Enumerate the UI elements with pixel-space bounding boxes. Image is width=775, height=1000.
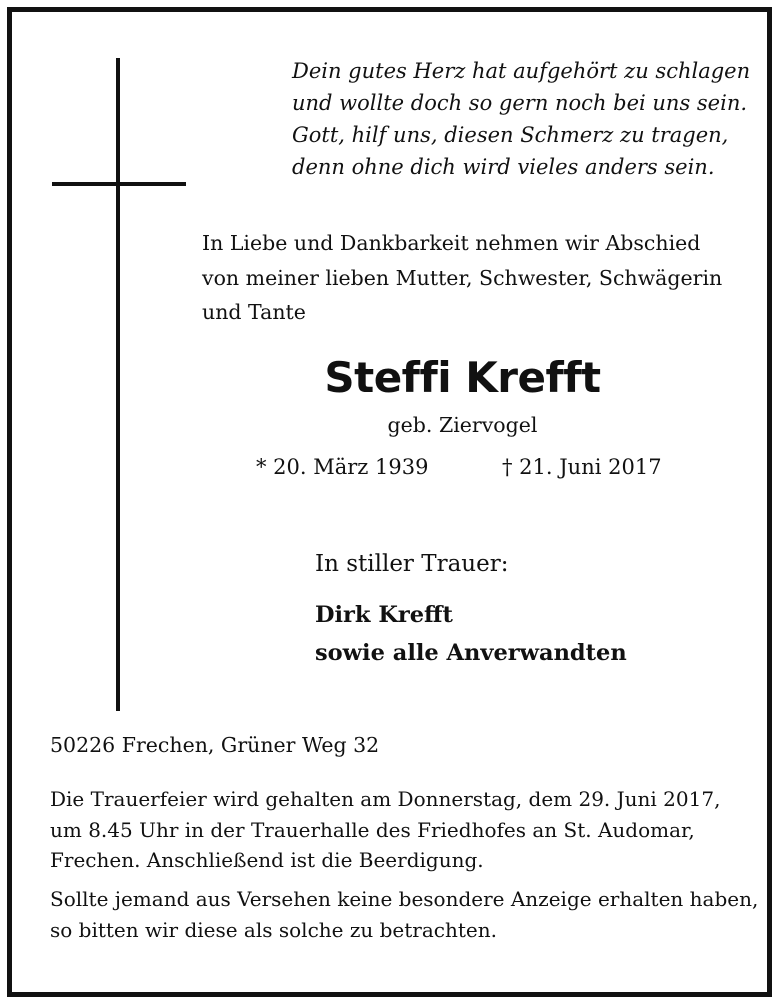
poem-line: Gott, hilf uns, diesen Schmerz zu tragen, bbox=[292, 123, 729, 147]
cross-icon-horizontal bbox=[52, 182, 186, 186]
birth-date: * 20. März 1939 bbox=[256, 455, 429, 479]
notice-text bbox=[50, 884, 759, 945]
funeral-info bbox=[50, 784, 723, 876]
intro-line: In Liebe und Dankbarkeit nehmen wir Abschied bbox=[202, 231, 701, 255]
intro-text bbox=[202, 226, 727, 330]
notice-line: so bitten wir diese als solche zu betrachten. bbox=[50, 917, 497, 942]
funeral-info-line: Die Trauerfeier wird gehalten am Donnerstag, dem 29. Juni 2017, bbox=[50, 787, 721, 811]
intro-line: und Tante bbox=[202, 300, 306, 324]
funeral-info-line: um 8.45 Uhr in der Trauerhalle des Friedhofes an St. Audomar, bbox=[50, 817, 695, 842]
notice-line: Sollte jemand aus Versehen keine besondere Anzeige erhalten haben, bbox=[50, 887, 759, 911]
address: 50226 Frechen, Grüner Weg 32 bbox=[50, 733, 380, 757]
poem-line: Dein gutes Herz hat aufgehört zu schlagen bbox=[292, 59, 751, 83]
mourner-name: Dirk Krefft bbox=[315, 602, 453, 628]
maiden-name: geb. Ziervogel bbox=[387, 413, 538, 437]
mourners-list bbox=[315, 596, 627, 672]
poem-line: und wollte doch so gern noch bei uns sein. bbox=[292, 91, 748, 115]
funeral-info-line: Frechen. Anschließend ist die Beerdigung. bbox=[50, 848, 484, 872]
poem bbox=[292, 55, 750, 183]
mourning-heading: In stiller Trauer: bbox=[315, 551, 509, 577]
mourner-name: sowie alle Anverwandten bbox=[315, 640, 627, 666]
death-date: † 21. Juni 2017 bbox=[502, 455, 662, 479]
intro-line: von meiner lieben Mutter, Schwester, Schwägerin bbox=[202, 265, 723, 290]
deceased-name: Steffi Krefft bbox=[324, 353, 601, 402]
poem-line: denn ohne dich wird vieles anders sein. bbox=[292, 155, 715, 179]
